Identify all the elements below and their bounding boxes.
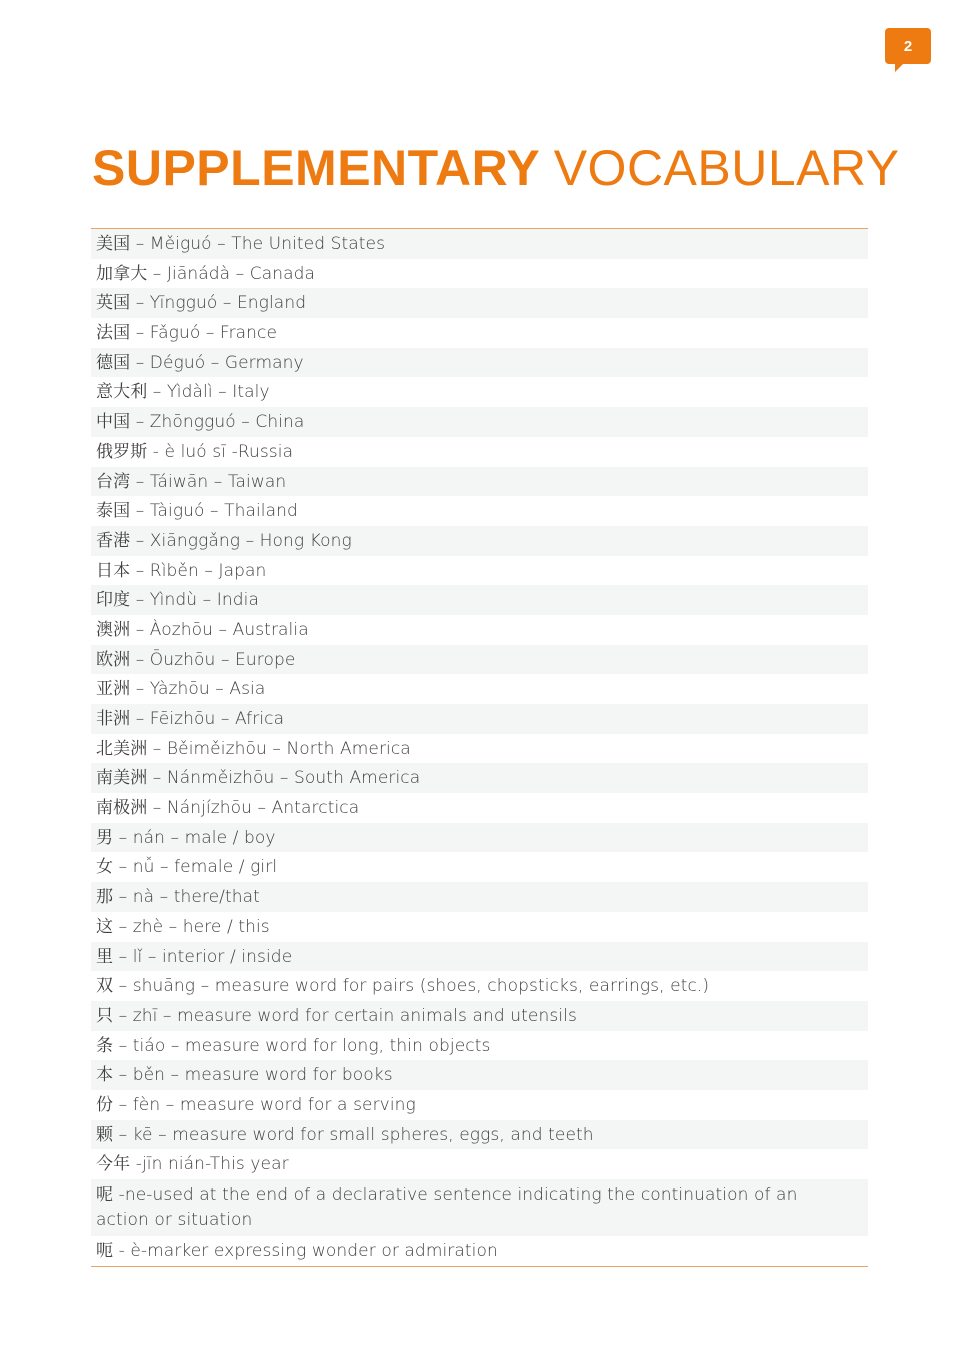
vocabulary-item: 份 – fèn – measure word for a serving — [91, 1090, 868, 1120]
vocabulary-item: 台湾 – Táiwān – Taiwan — [91, 467, 868, 497]
vocabulary-item: 日本 – Rìběn – Japan — [91, 556, 868, 586]
vocabulary-item: 法国 – Fǎguó – France — [91, 318, 868, 348]
vocabulary-item: 男 – nán – male / boy — [91, 823, 868, 853]
vocabulary-item: 南极洲 – Nánjízhōu – Antarctica — [91, 793, 868, 823]
vocabulary-item: 条 – tiáo – measure word for long, thin objects — [91, 1031, 868, 1061]
vocabulary-item: 俄罗斯 - è luó sī -Russia — [91, 437, 868, 467]
vocabulary-item: 南美洲 – Nánměizhōu – South America — [91, 763, 868, 793]
vocabulary-list — [91, 228, 868, 1267]
page-title-light: VOCABULARY — [553, 140, 900, 196]
page-title-bold: SUPPLEMENTARY — [92, 140, 540, 196]
vocabulary-item: 印度 – Yìndù – India — [91, 585, 868, 615]
vocabulary-item: 亚洲 – Yàzhōu – Asia — [91, 674, 868, 704]
vocabulary-item: 加拿大 – Jiānádà – Canada — [91, 259, 868, 289]
vocabulary-item: 女 – nǚ – female / girl — [91, 852, 868, 882]
vocabulary-item: 澳洲 – Àozhōu – Australia — [91, 615, 868, 645]
vocabulary-item: 呢 -ne-used at the end of a declarative sentence indicating the continuation of an action or situation — [91, 1179, 868, 1236]
vocabulary-item: 中国 – Zhōngguó – China — [91, 407, 868, 437]
vocabulary-item: 只 – zhī – measure word for certain animals and utensils — [91, 1001, 868, 1031]
page-title — [92, 140, 900, 196]
vocabulary-item: 德国 – Déguó – Germany — [91, 348, 868, 378]
vocabulary-item: 那 – nà – there/that — [91, 882, 868, 912]
vocabulary-item: 颗 – kē – measure word for small spheres, eggs, and teeth — [91, 1120, 868, 1150]
vocabulary-item: 呃 - è-marker expressing wonder or admiration — [91, 1236, 868, 1266]
vocabulary-item: 非洲 – Fēizhōu – Africa — [91, 704, 868, 734]
vocabulary-item: 这 – zhè – here / this — [91, 912, 868, 942]
vocabulary-item: 今年 -jīn nián-This year — [91, 1149, 868, 1179]
vocabulary-item: 美国 – Měiguó – The United States — [91, 229, 868, 259]
page-number: 2 — [903, 37, 913, 55]
page-number-badge — [885, 28, 931, 64]
vocabulary-item: 本 – běn – measure word for books — [91, 1060, 868, 1090]
vocabulary-item: 欧洲 – Ōuzhōu – Europe — [91, 645, 868, 675]
vocabulary-item: 意大利 – Yìdàlì – Italy — [91, 377, 868, 407]
vocabulary-item: 双 – shuāng – measure word for pairs (shoes, chopsticks, earrings, etc.) — [91, 971, 868, 1001]
vocabulary-item: 泰国 – Tàiguó – Thailand — [91, 496, 868, 526]
vocabulary-item: 北美洲 – Běiměizhōu – North America — [91, 734, 868, 764]
vocabulary-item: 香港 – Xiānggǎng – Hong Kong — [91, 526, 868, 556]
vocabulary-item: 英国 – Yīngguó – England — [91, 288, 868, 318]
vocabulary-item: 里 – lǐ – interior / inside — [91, 942, 868, 972]
